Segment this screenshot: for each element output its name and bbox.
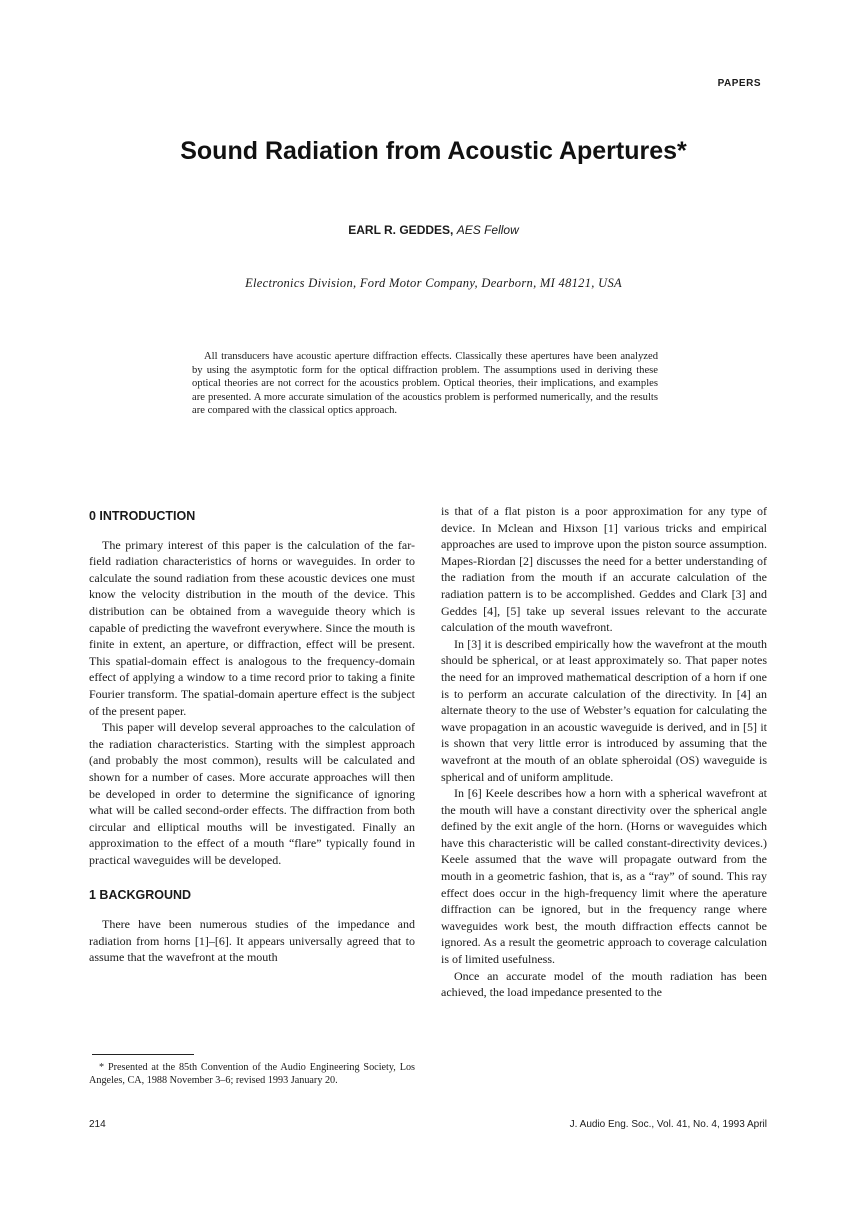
author-title: AES Fellow — [456, 223, 519, 237]
footnote-divider — [92, 1054, 194, 1055]
footnote: * Presented at the 85th Convention of the Audio Engineering Society, Los Angeles, CA, 1988 November 3–6; revised 1993 January 20. — [89, 1062, 415, 1086]
paragraph: The primary interest of this paper is the calculation of the far-field radiation characteristics of horns or waveguides. In order to calculate the sound radiation from these acoustic devices one must know the velocity distribution in the mouth of the device. This distribution can be obtained from a waveguide theory which is capable of predicting the wavefront everywhere. Since the mouth is finite in extent, an aperture, or diffraction, effect will be present. This spatial-domain effect is analogous to the frequency-domain effect of applying a window to a time record prior to taking a finite Fourier transform. The spatial-domain aperture effect is the subject of the present paper. — [89, 537, 415, 718]
abstract: All transducers have acoustic aperture diffraction effects. Classically these apertures have been analyzed by using the asymptotic form for the optical diffraction problem. The assumptions used in deriving these optical theories are not correct for the acoustics problem. Optical theories, their implications, and examples are presented. A more accurate simulation of the acoustics problem is performed numerically, and the results are compared with the classical optics approach. — [192, 351, 658, 417]
section-heading-background: 1 BACKGROUND — [89, 888, 192, 903]
page-number: 214 — [89, 1119, 106, 1130]
paragraph: Once an accurate model of the mouth radiation has been achieved, the load impedance presented to the — [441, 968, 767, 1000]
author-affiliation: Electronics Division, Ford Motor Company, Dearborn, MI 48121, USA — [245, 276, 622, 290]
author-line — [0, 223, 867, 237]
paragraph: is that of a flat piston is a poor approximation for any type of device. In Mclean and Hixson [1] various tricks and empirical approaches are used to improve upon the piston source assumption. Mapes-Riordan [2] discusses the need for a better understanding of the radiation from the mouth if an accurate calculation of the radiation pattern is to be accomplished. Geddes and Clark [3] and Geddes [4], [5] take up several issues relevant to the accurate calculation of the mouth wavefront. — [441, 504, 767, 635]
author-name: EARL R. GEDDES, — [348, 223, 454, 237]
running-header-label: PAPERS — [717, 78, 761, 89]
paragraph: In [6] Keele describes how a horn with a spherical wavefront at the mouth will have a constant directivity over the spherical angle defined by the exit angle of the horn. (Horns or waveguides which have this characteristic will be called constant-directivity devices.) Keele assumed that the wave will propagate outward from the mouth in a geometric fashion, that is, as a “ray” of sound. This ray effect does occur in the high-frequency limit where the aperature diffraction can be ignored, but in the frequency range where waveguides work best, the mouth diffraction effects cannot be ignored. As a result the geometric approach to coverage calculation is of limited usefulness. — [441, 786, 767, 967]
paragraph: This paper will develop several approaches to the calculation of the radiation characteristics. Starting with the simplest approach (and probably the most common), results will be calculated and shown for a number of cases. More accurate approaches will then be developed in order to determine the significance of ignoring what will be called second-order effects. The diffraction from both circular and elliptical mouths will be investigated. Finally an approximation to the effect of a mouth “flare” typically found in practical waveguides will be developed. — [89, 720, 415, 867]
paragraph: There have been numerous studies of the impedance and radiation from horns [1]–[6]. It appears universally agreed that to assume that the wavefront at the mouth — [89, 917, 415, 965]
paragraph: In [3] it is described empirically how the wavefront at the mouth should be spherical, or at least approximately so. That paper notes the need for an improved mathematical description of a horn if one is to perform an accurate calculation of the directivity. In [4] an alternate theory to the use of Webster’s equation for calculating the wave propagation in an acoustic waveguide is derived, and in [5] it is shown that very little error is introduced by assuming that the wavefront at the mouth of an oblate spheroidal (OS) waveguide is spherical and of uniform amplitude. — [441, 636, 767, 784]
section-heading-introduction: 0 INTRODUCTION — [89, 509, 196, 523]
paper-title: Sound Radiation from Acoustic Apertures* — [180, 137, 687, 165]
right-column — [441, 503, 767, 1001]
journal-reference: J. Audio Eng. Soc., Vol. 41, No. 4, 1993 April — [569, 1119, 767, 1130]
left-column — [89, 503, 415, 966]
